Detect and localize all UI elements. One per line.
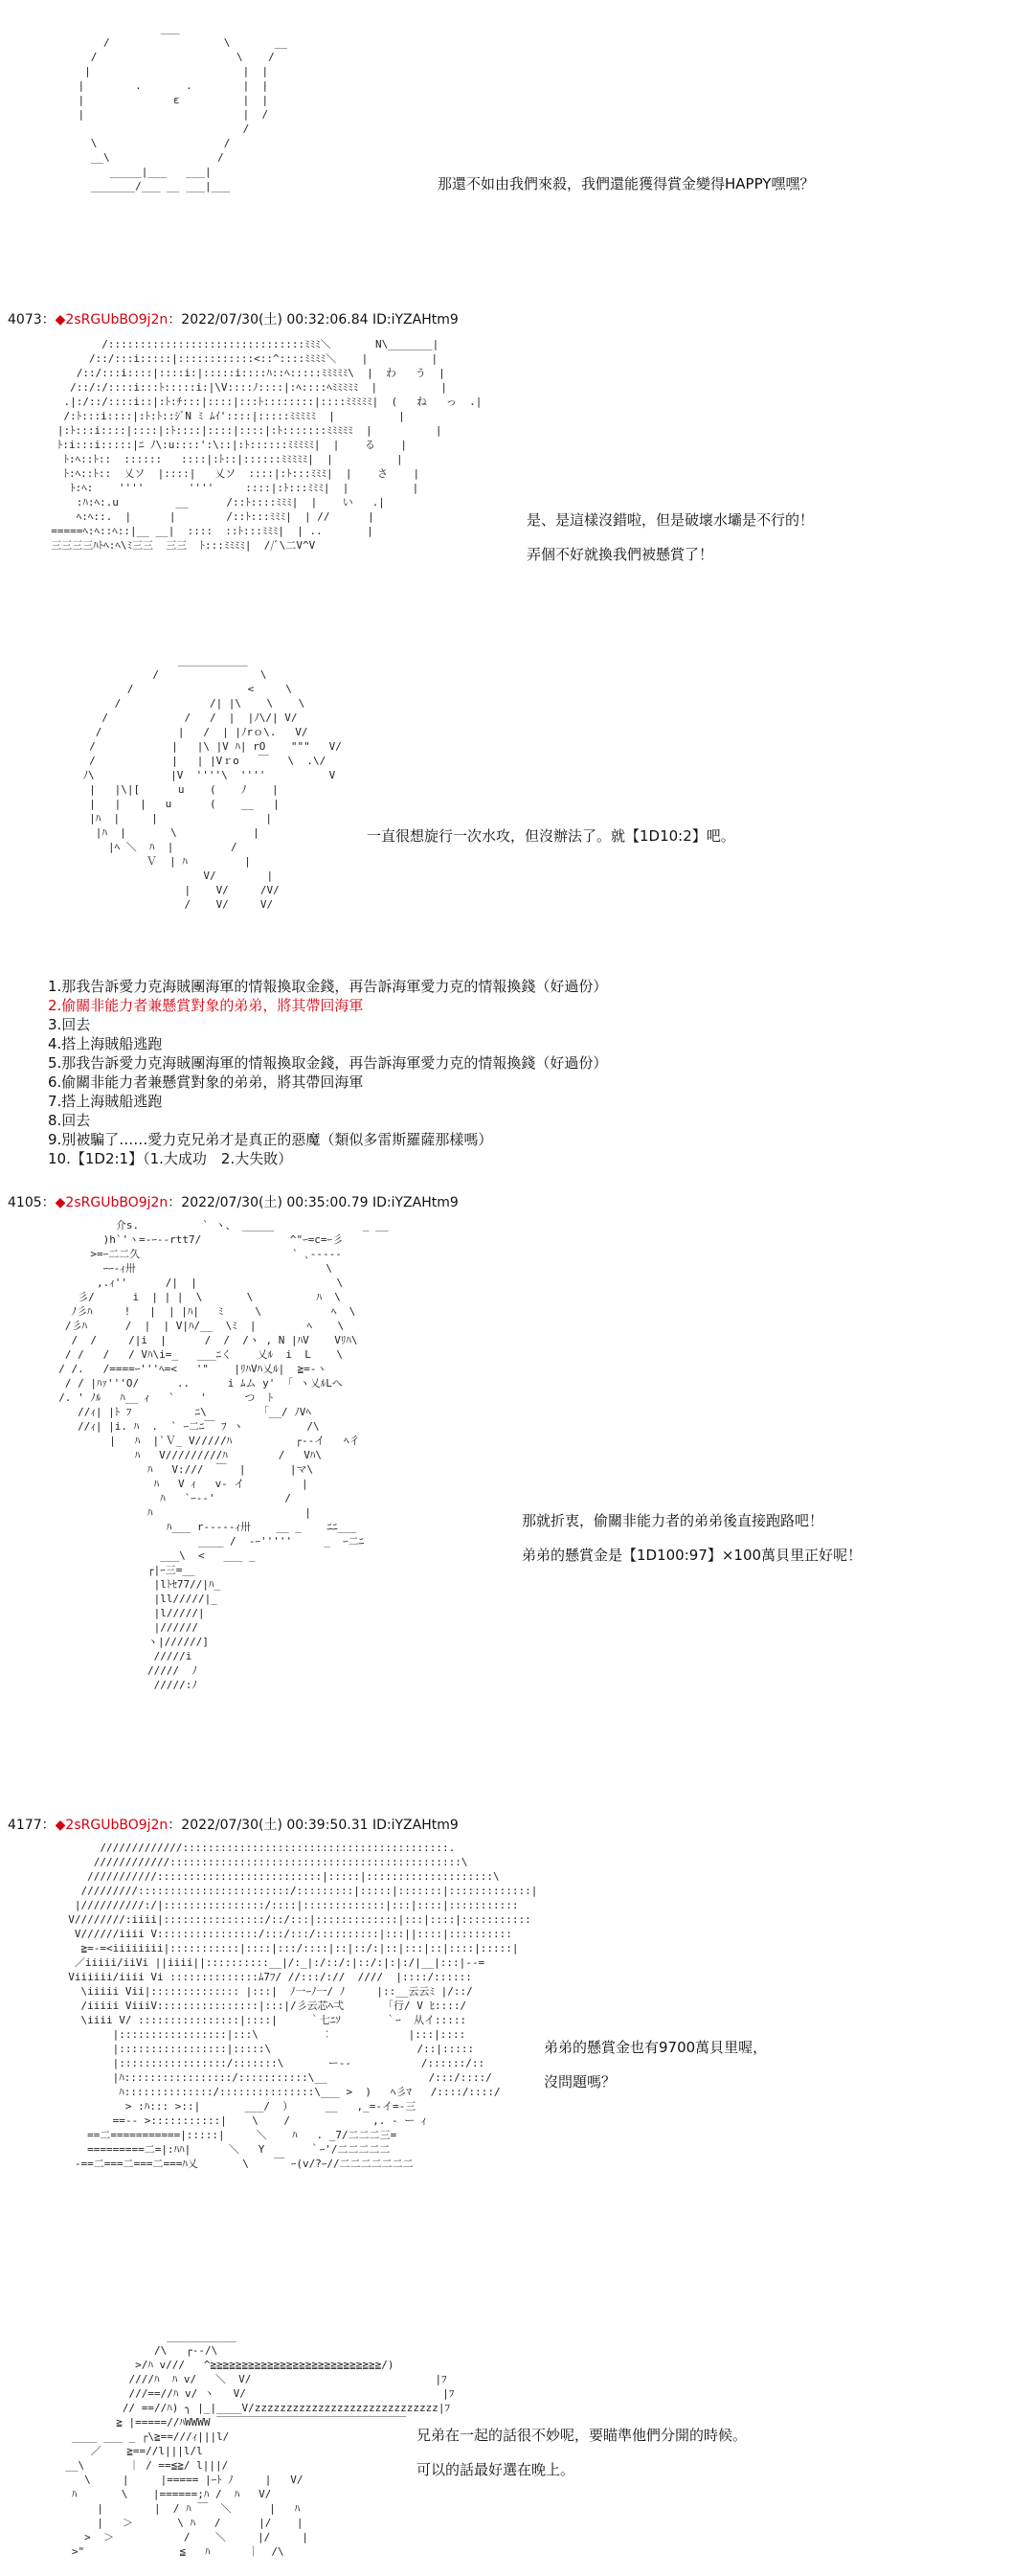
choice-item: 6.偷關非能力者兼懸賞對象的弟弟，將其帶回海軍 [48,1073,364,1091]
post-number: 4073 [8,312,42,328]
ascii-art-frame-6: ___________ /\ ┌--/\ >/ﾊ v/// ^≧≧≧≧≧≧≧≧≧≧≧≧≧≧≧≧≧≧≧≧≧≧≧≧≧≧≧/) ////ﾊ ﾊ v/ ＼ V/ |ﾌ ///==//ﾊ v/ ヽ V/ |ﾌ // ==//ﾊ) ╮ |_|____V/zzzzzzzzzzzzzzzzzzzzzzzzzzzzz|ﾌ ≧ |=====//ﾊWWWW ￣￣￣￣￣￣￣￣￣￣￣￣￣￣￣￣￣￣ ____ ___ _ ┌\≧==///ｨ|||l/ ／ ≧==//l|||l/l __\ ｜ / ==≦≧/ l|||/ \ | |===== |ｰﾄ ﾉ | V/ ﾊ \ |======;ﾊ / ﾊ V/ | | / ﾊ ￣ ＼ | ﾊ | ＞ \ ﾊ / |/ | > ＞ / ＼ |/ | >" ≦ ﾊ ｜ /\ [65,2330,455,2558]
choice-item: 4.搭上海賊船逃跑 [48,1035,163,1052]
poster-tripcode: 2sRGUbBO9j2n [65,312,169,328]
choice-item: 1.那我告訴愛力克海賊團海軍的情報換取金錢，再告訴海軍愛力克的情報換錢（好過份） [48,978,608,995]
dialog-frame-3 [367,819,735,853]
choice-item: 3.回去 [48,1016,91,1033]
post-header-4105 [8,1192,459,1211]
dialog-line: 弄個不好就換我們被懸賞了！ [527,546,714,563]
dialog-line: 是、是這樣沒錯啦，但是破壞水壩是不行的！ [527,511,815,529]
trip-diamond-icon: ◆ [55,312,66,328]
choice-item: 9.別被騙了……愛力克兄弟才是真正的惡魔（類似多雷斯羅薩那樣嗎） [48,1131,493,1148]
ascii-art-post-4073: /:::::::::::::::::::::::::::::::ﾐﾐﾐ＼ N\_______| /::/:::i:::::|::::::::::::<::^::::ﾐﾐﾐﾐ＼ | | /::/:::i::::|::::i:|:::::i::::ﾊ::ﾍ:::::ﾐﾐﾐﾐﾐ\ | わ う | /::/:/::::i:::ﾄ:::::i:|\V::::ﾉ::::|:ﾍ::::ﾍﾐﾐﾐﾐﾐ | | .|:/::/::::i::|:ﾄ:ﾁ:::|::::|:::ﾄ::::::::|::::ﾐﾐﾐﾐﾐ| ( ね っ .| /:ﾄ:::i::::|:ﾄ:ﾄ::ｼﾞN ﾐ ﾑｲ'::::|:::::ﾐﾐﾐﾐﾐ | | |:ﾄ:::i::::|::::|:ﾄ::::|::::|::::|:ﾄ:::::::ﾐﾐﾐﾐﾐ | | ﾄ:i:::i:::::|ﾆ ﾉ\:u::::':\::|:ﾄ::::::ﾐﾐﾐﾐﾐ| | る | ﾄ:ﾍ::ﾄ:: :::::: ::::|:ﾄ::|::::::ﾐﾐﾐﾐﾐ| | | ﾄ:ﾍ::ﾄ:: 乂ソ |::::| 乂ソ ::::|:ﾄ:::ﾐﾐﾐ| | さ | ﾄ:ﾍ: '''' '''' ::::|:ﾄ:::ﾐﾐﾐ| | | :ﾊ:ﾍ:.u __ /::ﾄ::::ﾐﾐﾐ| | い .| ﾍ:ﾍ::. | | /::ﾄ:::ﾐﾐﾐ| | // | =====ﾍ:ﾍ::ﾍ::|__ __| :::: ::ﾄ:::ﾐﾐﾐ| | .. | 三三三三ﾊﾄﾍ:ﾍ\ﾐ三三 三三 ﾄ:::ﾐﾐﾐﾐ| //ﾞ\二V^V [51,338,483,552]
post-colon: ： [41,1195,56,1210]
poster-tripcode: 2sRGUbBO9j2n [65,1195,169,1210]
dialog-post-4105 [522,1503,862,1572]
ascii-art-frame-1: ___ / \ __ / \ / | | | | . . | | | ε | | | | / / \ / __\ / _____|___ ___| _______/___ __ ___|___ [78,22,288,192]
dialog-line: 那還不如由我們來殺，我們還能獲得賞金變得HAPPY嘿嘿？ [438,175,815,192]
dialog-line: 沒問題嗎？ [544,2073,617,2090]
dialog-line: 弟弟的懸賞金也有9700萬貝里喔， [544,2039,768,2056]
choice-item: 8.回去 [48,1112,91,1129]
post-meta: ：2022/07/30(土) 00:32:06.84 ID:iYZAHtm9 [168,312,459,328]
dialog-frame-1 [438,167,814,201]
dialog-line: 弟弟的懸賞金是【1D100:97】×100萬貝里正好呢！ [522,1547,863,1564]
post-colon: ： [41,312,56,328]
poster-tripcode: 2sRGUbBO9j2n [65,1818,169,1833]
post-meta: ：2022/07/30(土) 00:35:00.79 ID:iYZAHtm9 [168,1195,459,1210]
post-number: 4177 [8,1818,42,1833]
choice-list [48,977,607,1168]
ascii-art-post-4105: 介s. ` ヽ、 _____ _ __ )h`'ヽ=-ｰ--rtt7/ ^"ｰ=c=ｰ彡 >=ｰ二二久 ` ､----- ｰｰ-ｨ卅 \ ,.ｨ'' /| | \ 彡/ i | | | \ \ ﾊ \ ﾉ彡ﾊ ! | | |ﾊ| ﾐ \ ﾍ \ /彡ﾊ / | | V|ﾊ/__ \ﾐ | ﾍ \ / / /|i | / / /ヽ , N |ﾊV Vﾘﾊ\ / / / / Vﾊ\i=_ ___ﾆく 乂ﾙ i L \ / /. /====ｰ'''ﾍ=< '" |ﾘﾊVﾊ乂ﾙ| ≧=-ヽ / / |ﾊｧ'''O/ .. i ﾑム y' ｢ ヽ乂ﾙLへ /. ' ﾉﾙ ﾊ__ ｨ ` ' つ ﾄ //ｨ| |ﾄ ﾌ ﾆ\ ｢__/ ﾉVﾍ //ｨ| |i. ﾊ . ` ｰ二ﾆ￣ ﾌ ヽ /\ | ﾊ |`Ｖ_ V/////ﾊ ┌--イ ﾍ彳 ﾊ V/////////ﾊ / Vﾊ\ ﾊ V:/// ￣ | |マ\ ﾊ V ｨ v- イ | ﾊ `ｰ--' / ﾊ | ﾊ___ r-----ｨ卅 __ _ ﾆﾆ___ ____ / -ｰ''''' _ ｰ二ﾆ ___\ < ___ _ ┌|ｰ三=__ |lﾄｾ77//|ﾊ_ |ll/////|_ |l/////| |////// ヽ|//////] /////i ///// ﾉ /////:ﾉ [58,1219,389,1691]
dialog-frame-6 [416,2418,747,2487]
ascii-art-frame-3: ___________ / \ / < \ / /| |\ \ \ / / / | |ﾉ\/| V/ / | / | |ﾉrｏ\. V/ / | |\ |V ﾊ| rO """ V/ / | | |Vｒo ￣ \ .\/ ﾉ\ |V ''''\ '''' V | |\|[ u ( ﾉ | | | | u ( __ | |ﾊ | | | |ﾊ | \ | |ﾍ ＼ ﾊ | / Ｖ | ﾊ | V/ | | V/ /V/ / V/ V/ [82,654,342,911]
post-meta: ：2022/07/30(土) 00:39:50.31 ID:iYZAHtm9 [168,1818,459,1833]
post-number: 4105 [8,1195,42,1210]
dialog-line: 兄弟在一起的話很不妙呢，要瞄準他們分開的時候。 [416,2427,748,2444]
dialog-post-4177 [544,2030,767,2099]
choice-item: 5.那我告訴愛力克海賊團海軍的情報換取金錢，再告訴海軍愛力克的情報換錢（好過份） [48,1054,608,1072]
dialog-line: 一直很想旋行一次水攻，但沒辦法了。就【1D10:2】吧。 [367,827,735,845]
dialog-line: 可以的話最好選在晚上。 [416,2461,575,2478]
post-header-4177 [8,1815,459,1834]
post-header-4073 [8,309,459,328]
dialog-post-4073 [527,503,814,572]
choice-item: 10.【1D2:1】（1.大成功 2.大失敗） [48,1150,293,1167]
trip-diamond-icon: ◆ [55,1818,66,1833]
choice-item-selected: 2.偷關非能力者兼懸賞對象的弟弟，將其帶回海軍 [48,997,364,1014]
dialog-line: 那就折衷，偷關非能力者的弟弟後直接跑路吧！ [522,1512,824,1529]
post-colon: ： [41,1818,56,1833]
choice-item: 7.搭上海賊船逃跑 [48,1093,163,1110]
ascii-art-post-4177: /////////////::::::::::::::::::::::::::::::::::::::::::. ////////////::::::::::::::::::::::::::::::::::::::::::::::\ ///////////::::::::::::::::::::::::::|:::::|::::::::::::::::::::\ /////////::::::::::::::::::::::::/:::::::::|:::::|:::::::|:::::::::::::| |//////////:/|::::::::::::::::/::::|:::::::::::::|:::|::::|::::::::::: V////////:iiii|::::::::::::::::/::/:::|:::::::::::::|:::|::::|::::::::::: V//////iiii V::::::::::::::::/:::/:::/::::::::::|:::||::::|:::::::::: ≧=-=<iiiiiiii|:::::::::::|::::|:::/::::|::|::/:|::|:::|::|::::|:::::| ／iiiii/iiVi ||iiii||::::::::::__|/:_|:/::/:|::/:|:|:/|__|:::|--= Viiiiii/iiii Vi ::::::::::::::ﾑ7ﾌ/ //:::/:// //// |::::/:::::: \iiiii Vii|:::::::::::::: |:::| ﾉ一ｰﾉ一/ ﾉ |::__云云ﾐ |/::/ /iiiii ViiiV::::::::::::::::|:::|/彡云芯ﾍ弌 ｢行/ V ﾋ::::/ \iiii V/ ::::::::::::::::|::::| ｀七ﾆｿ ｀ｰ 从イ::::: |:::::::::::::::::|:::\ ︰ |:::|:::: |:::::::::::::::::|:::::\ /::|::::: |:::::::::::::::::/:::::::\ ー-- /::::::/:: |ﾊ:::::::::::::::::/:::::::::::\__ /:::/::::/ ﾊ::::::::::::::/:::::::::::::::\___ > ) ﾍ彡ﾏ /::::/::::/ > :ﾊ::: >::| ___/ ） __ ,_=-イ=-三 ==-- >:::::::::::| \ / ,. - ー ｨ ==二===========|:::::| ＼ ﾊ . _7/二二二三= =========二=|:ﾊﾊ| ＼ Y ｀ｰ'/二二二二二 -==二===二===二===ﾊ乂 \ ￣ ｰ(v/?ｰ//二二二二二二二 [68,1842,538,2170]
trip-diamond-icon: ◆ [55,1195,66,1210]
